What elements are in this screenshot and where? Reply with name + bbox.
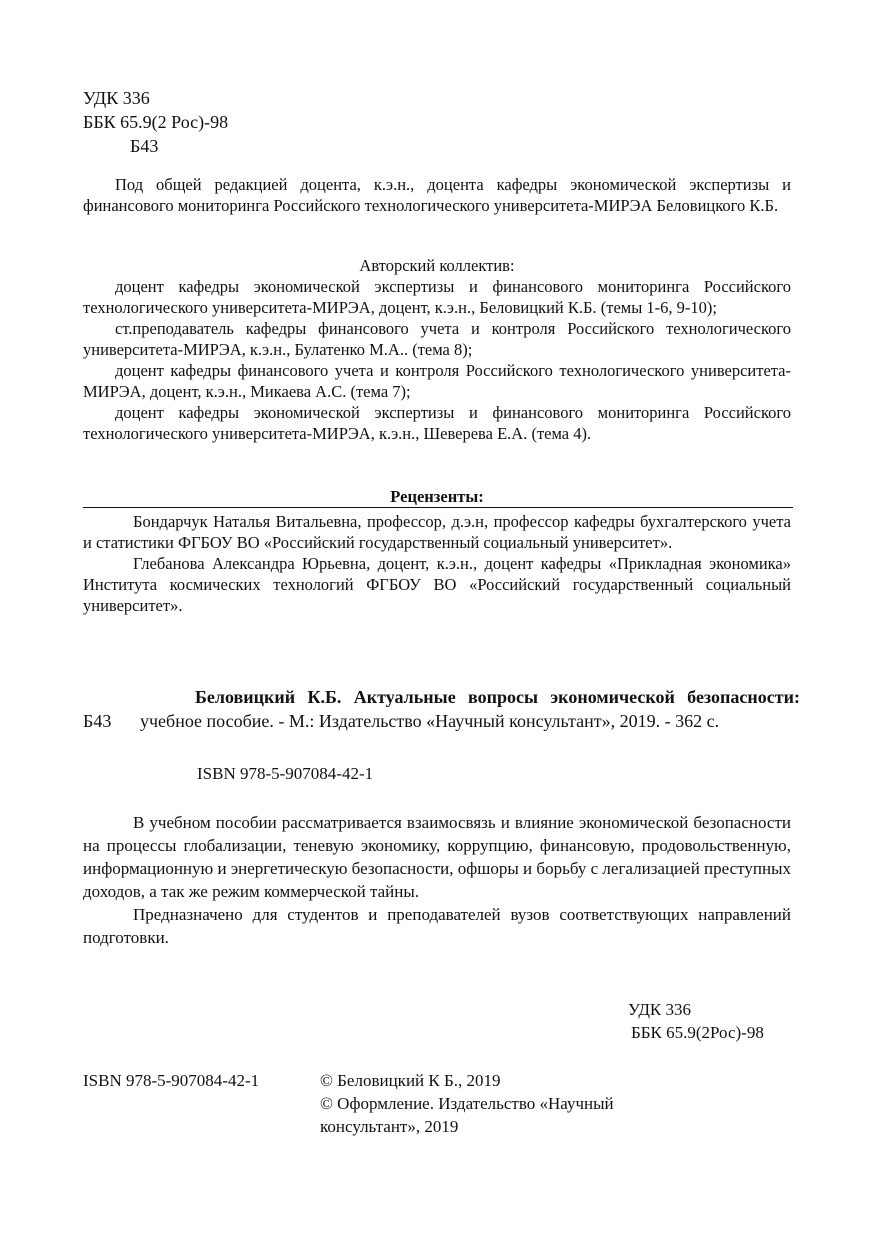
authors-list — [83, 276, 791, 444]
copyright-publisher: © Оформление. Издательство «Научный консультант», 2019 — [320, 1094, 614, 1136]
reviewer-item: Глебанова Александра Юрьевна, доцент, к.э.н., доцент кафедры «Прикладная экономика» Института космических технологий ФГБОУ ВО «Российский государственный социальный университет». — [83, 554, 791, 615]
author-item: доцент кафедры экономической экспертизы и финансового мониторинга Российского технологического университета-МИРЭА, доцент, к.э.н., Беловицкий К.Б. (темы 1-6, 9-10); — [83, 277, 791, 317]
bibliographic-mark: Б43 — [83, 711, 112, 731]
udk-code: УДК 336 — [83, 88, 150, 108]
bbk-code: ББК 65.9(2 Рос)-98 — [83, 112, 229, 132]
author-item: доцент кафедры финансового учета и контроля Российского технологического университета-МИРЭА, доцент, к.э.н., Микаева А.С. (тема 7); — [83, 361, 791, 401]
abstract-paragraph: В учебном пособии рассматривается взаимосвязь и влияние экономической безопасности на процессы глобализации, теневую экономику, коррупцию, финансовую, продовольственную, информационную и энергетическую безопасности, офшоры и борьбу с легализацией преступных доходов, а так же режим коммерческой тайны. — [83, 813, 791, 901]
bibliographic-record — [140, 685, 800, 733]
copyright-block — [320, 1069, 700, 1138]
udk-code-footer: УДК 336 — [628, 1000, 692, 1019]
abstract — [83, 811, 791, 949]
editor-note: Под общей редакцией доцента, к.э.н., доцента кафедры экономической экспертизы и финансового мониторинга Российского технологического университета-МИРЭА Беловицкого К.Б. — [83, 175, 791, 215]
divider-line — [83, 507, 793, 508]
copyright-author: © Беловицкий К Б., 2019 — [320, 1071, 501, 1090]
bbk-code-footer: ББК 65.9(2Рос)-98 — [631, 1023, 764, 1042]
author-item: ст.преподаватель кафедры финансового учета и контроля Российского технологического университета-МИРЭА, к.э.н., Булатенко М.А.. (тема 8); — [83, 319, 791, 359]
author-mark: Б43 — [130, 136, 159, 156]
author-item: доцент кафедры экономической экспертизы и финансового мониторинга Российского технологического университета-МИРЭА, к.э.н., Шеверева Е.А. (тема 4). — [83, 403, 791, 443]
reviewers-heading: Рецензенты: — [390, 487, 484, 506]
reviewer-item: Бондарчук Наталья Витальевна, профессор, д.э.н, профессор кафедры бухгалтерского учета и статистики ФГБОУ ВО «Российский государственный социальный университет». — [83, 512, 791, 552]
isbn: ISBN 978-5-907084-42-1 — [197, 764, 374, 783]
bibliographic-details: учебное пособие. - М.: Издательство «Научный консультант», 2019. - 362 с. — [140, 711, 720, 731]
isbn-footer: ISBN 978-5-907084-42-1 — [83, 1071, 260, 1090]
authors-heading: Авторский коллектив: — [359, 256, 515, 275]
reviewers-list — [83, 511, 791, 616]
bibliographic-author-title: Беловицкий К.Б. Актуальные вопросы экономической безопасности: — [195, 687, 800, 707]
abstract-paragraph: Предназначено для студентов и преподавателей вузов соответствующих направлений подготовки. — [83, 905, 791, 947]
